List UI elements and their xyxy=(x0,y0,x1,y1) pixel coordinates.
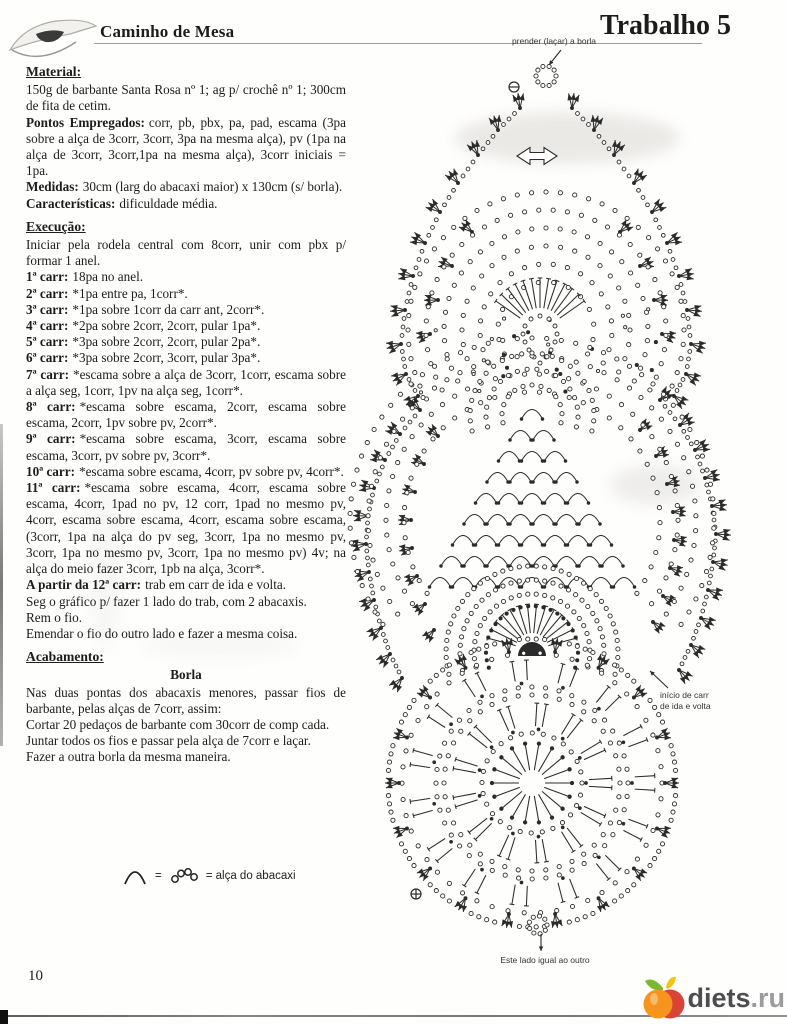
diagram-rosette xyxy=(385,637,679,936)
watermark xyxy=(641,974,785,1022)
paragraph-text: dificuldade média. xyxy=(119,195,218,211)
diagram-label-row-start: início de carr de ida e volta xyxy=(660,690,711,712)
section-subheading: Borla xyxy=(170,667,202,683)
paragraph xyxy=(26,318,346,334)
magazine-section-title: Caminho de Mesa xyxy=(100,22,235,41)
paragraph-lead: 9ª carr: xyxy=(26,431,76,447)
paragraph xyxy=(26,717,346,733)
instructions-column xyxy=(26,64,346,773)
loop-arc-icon xyxy=(122,866,148,886)
paragraph-text: corr, pb, pbx, pa, pad, escama (3pa sobre a alça de 3corr, 3corr, 3pa na mesma alça), pv (1pa na alça de 3corr, 3corr,1pa na mesma alça), 3corr iniciais = 1pa. xyxy=(26,114,346,179)
scan-corner-mark xyxy=(0,1010,8,1024)
paragraph-lead: 4ª carr: xyxy=(26,318,69,334)
paragraph-text: 18pa no anel. xyxy=(72,269,144,285)
page-title: Trabalho 5 xyxy=(600,10,731,41)
paragraph xyxy=(26,431,346,463)
paragraph xyxy=(26,626,346,642)
paragraph xyxy=(26,302,346,318)
paragraph xyxy=(26,237,346,269)
paragraph xyxy=(26,480,346,577)
paragraph xyxy=(26,82,346,114)
paragraph-text: *1pa entre pa, 1corr*. xyxy=(72,285,188,301)
crochet-diagram-svg xyxy=(340,30,787,975)
paragraph xyxy=(26,286,346,302)
paragraph xyxy=(26,685,346,717)
paragraph-lead: 3ª carr: xyxy=(26,301,69,317)
paragraph-lead: 7ª carr: xyxy=(26,366,69,382)
paragraph-text: *escama sobre escama, 4corr, pv sobre pv, 4corr*. xyxy=(78,463,344,479)
section-execucao xyxy=(26,219,346,642)
paragraph xyxy=(26,749,346,765)
paragraph-text: Nas duas pontas dos abacaxis menores, passar fios de barbante, pelas alças de 7corr, assim: xyxy=(26,684,346,716)
paragraph xyxy=(26,269,346,285)
diagram-large-pineapple xyxy=(348,336,731,692)
paragraph-text: Emendar o fio do outro lado e fazer a mesma coisa. xyxy=(26,625,298,641)
paragraph-lead: Características: xyxy=(26,195,116,211)
paragraph-lead: Pontos Empregados: xyxy=(26,114,145,130)
paragraph-text: Seg o gráfico p/ fazer 1 lado do trab, com 2 abacaxis. xyxy=(26,593,307,609)
paragraph-lead: 6ª carr: xyxy=(26,350,69,366)
paragraph xyxy=(26,115,346,180)
paragraph xyxy=(26,610,346,626)
paragraph-lead: 10ª carr: xyxy=(26,463,75,479)
paragraph xyxy=(26,733,346,749)
paragraph-text: *escama sobre escama, 4corr, escama sobre escama, 4corr, 1pad no pv, 12 corr, 1pad no mesmo pv, 4corr, escama sobre escama, 4corr, escama sobre escama, (3corr, 1pa na alça do pv seg, 3corr, 1pa no mesmo pv, 3corr, 1pa no mesmo pv, 3corr, 1pa no mesmo pv) 4v; na alça do meio fazer 3corr, 1pb na alça, 3corr*. xyxy=(26,480,346,577)
paragraph xyxy=(26,196,346,212)
paragraph-text: *escama sobre a alça de 3corr, 1corr, escama sobre a alça seg, 1corr, 1pv na alça seg, 1corr*. xyxy=(26,366,346,398)
paragraph-text: Cortar 20 pedaços de barbante com 30corr de comp cada. xyxy=(26,716,330,732)
paragraph xyxy=(26,179,346,195)
paragraph-lead: 1ª carr: xyxy=(26,269,69,285)
paragraph-text: 150g de barbante Santa Rosa nº 1; ag p/ crochê nº 1; 300cm de fita de cetim. xyxy=(26,82,346,114)
paragraph xyxy=(26,334,346,350)
diagram-label-mirror-side: Este lado igual ao outro xyxy=(500,955,590,965)
paragraph-lead: 11ª carr: xyxy=(26,480,81,496)
paragraph-text: trab em carr de ida e volta. xyxy=(145,577,287,593)
legend-label: = alça do abacaxi xyxy=(205,870,296,882)
paragraph xyxy=(26,464,346,480)
magazine-logo xyxy=(6,10,98,69)
paragraph-text: Fazer a outra borla da mesma maneira. xyxy=(26,749,231,765)
paragraph-text: Iniciar pela rodela central com 8corr, unir com pbx p/ formar 1 anel. xyxy=(26,237,346,269)
paragraph-lead: 2ª carr: xyxy=(26,285,69,301)
paragraph xyxy=(26,577,346,593)
chain-loop-icon xyxy=(169,867,199,885)
paragraph-lead: Medidas: xyxy=(26,179,79,195)
paragraph-text: *escama sobre escama, 2corr, escama sobre escama, 2corr, 1pv sobre pv, 2corr*. xyxy=(26,399,346,431)
section-heading: Material: xyxy=(26,64,82,79)
paragraph-lead: 5ª carr: xyxy=(26,334,69,350)
section-heading: Acabamento: xyxy=(26,649,104,665)
paragraph-text: Juntar todos os fios e passar pela alça de 7corr e laçar. xyxy=(26,733,311,749)
paragraph xyxy=(26,399,346,431)
paragraph-lead: A partir da 12ª carr: xyxy=(26,577,142,593)
paragraph-text: *3pa sobre 2corr, 3corr, pular 3pa*. xyxy=(72,350,261,366)
paragraph xyxy=(26,594,346,610)
paragraph-text: Rem o fio. xyxy=(26,609,83,625)
paragraph-text: *3pa sobre 2corr, 2corr, pular 2pa*. xyxy=(72,334,261,350)
section-acabamento xyxy=(26,649,346,765)
legend-equals: = xyxy=(155,870,162,882)
paragraph xyxy=(26,350,346,366)
symbol-legend xyxy=(122,866,296,886)
paragraph-text: *1pa sobre 1corr da carr ant, 2corr*. xyxy=(72,301,265,317)
watermark-text: diets.ru xyxy=(687,982,785,1013)
apple-logo-icon xyxy=(641,974,687,1022)
section-material xyxy=(26,64,346,212)
section-heading: Execução: xyxy=(26,218,86,234)
scan-edge-mark xyxy=(0,424,3,746)
paragraph xyxy=(26,367,346,399)
paragraph-lead: 8ª carr: xyxy=(26,399,76,415)
paragraph-text: 30cm (larg do abacaxi maior) x 130cm (s/ borla). xyxy=(82,179,343,195)
page-number: 10 xyxy=(28,968,43,984)
paragraph-text: *2pa sobre 2corr, 2corr, pular 1pa*. xyxy=(72,318,261,334)
paragraph-text: *escama sobre escama, 3corr, escama sobre escama, 3corr, pv sobre pv, 3corr*. xyxy=(26,431,346,463)
diagram-label-tassel: prender (laçar) a borla xyxy=(511,36,597,46)
